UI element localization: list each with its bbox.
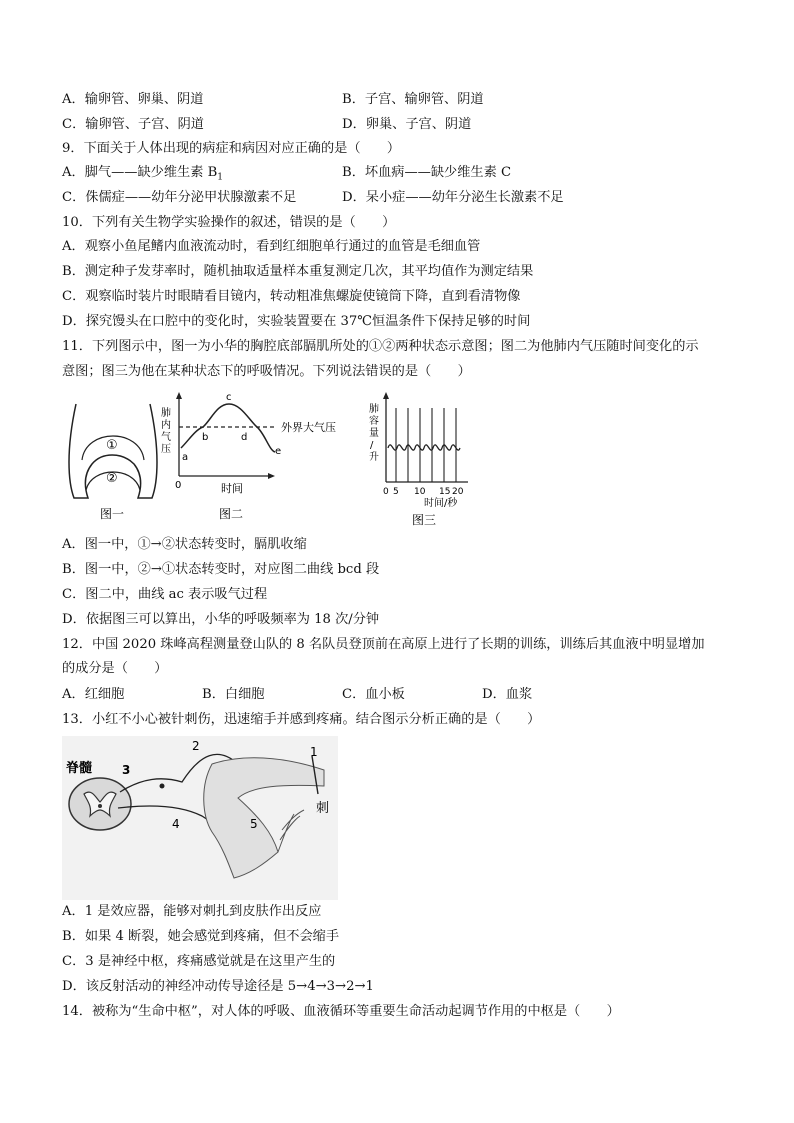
q11-option-d: D．依据图三可以算出，小华的呼吸频率为 18 次/分钟 [62, 612, 380, 627]
q11-fig3-ylabel-char: 升 [369, 452, 379, 463]
q11-figure2-pressure-chart [153, 390, 348, 528]
q13-stem: 13．小红不小心被针刺伤，迅速缩手并感到疼痛。结合图示分析正确的是（ ） [62, 712, 541, 727]
q8-option-c: C．输卵管、子宫、阴道 [62, 117, 204, 132]
q11-fig3-tick: 10 [414, 487, 426, 497]
q11-fig1-label-1: ① [106, 438, 118, 453]
q11-fig3-xlabel: 时间/秒 [424, 498, 458, 509]
q13-option-d: D．该反射活动的神经冲动传导途径是 5→4→3→2→1 [62, 979, 374, 994]
q11-stem-line1: 11．下列图示中，图一为小华的胸腔底部膈肌所处的①②两种状态示意图；图二为他肺内气压随时间变化的示 [62, 339, 699, 354]
q9-option-a-text: A．脚气——缺少维生素 B [62, 165, 218, 180]
q8-option-d: D．卵巢、子宫、阴道 [342, 117, 472, 132]
ganglion-dot [160, 784, 165, 789]
q11-fig2-point-b: b [202, 432, 209, 443]
q11-fig3-breath-curve [388, 445, 460, 450]
q11-fig2-pressure-curve [181, 404, 275, 452]
q10-option-b: B．测定种子发芽率时，随机抽取适量样本重复测定几次，其平均值作为测定结果 [62, 264, 534, 279]
q13-option-b: B．如果 4 断裂，她会感觉到疼痛，但不会缩手 [62, 929, 340, 944]
q13-reflex-arc-figure [62, 736, 338, 900]
q9-option-a [62, 164, 223, 187]
q11-fig2-point-c: c [226, 392, 232, 403]
q11-fig2-ylabel-char: 压 [161, 444, 171, 455]
q12-option-d: D．血浆 [482, 687, 533, 702]
q11-fig1-label-2: ② [106, 471, 118, 486]
q11-figure1-diaphragm [62, 390, 167, 528]
q13-fig-num-3: 3 [122, 763, 131, 777]
q9-option-b: B．坏血病——缺少维生素 C [342, 165, 512, 180]
q13-option-c: C．3 是神经中枢，疼痛感觉就是在这里产生的 [62, 954, 336, 969]
q11-fig3-ylabel-char: 容 [369, 416, 379, 427]
q9-option-d: D．呆小症——幼年分泌生长激素不足 [342, 190, 564, 205]
q11-fig3-ylabel-char: / [370, 440, 374, 451]
q12-stem-line2: 的成分是（ ） [62, 661, 168, 676]
q11-fig2-ref-label: 外界大气压 [281, 421, 336, 434]
q9-stem: 9．下面关于人体出现的病症和病因对应正确的是（ ） [62, 141, 401, 156]
q9-option-a-subscript: 1 [217, 172, 224, 183]
q13-fig-num-5: 5 [250, 817, 258, 831]
q11-figure3-volume-chart [364, 390, 474, 530]
spine-label: 脊髓 [66, 761, 93, 776]
q11-option-a: A．图一中，①→②状态转变时，膈肌收缩 [62, 537, 307, 552]
q13-fig-num-1: 1 [310, 745, 318, 759]
q11-fig3-ylabel-char: 量 [369, 428, 379, 439]
q11-fig2-xlabel: 时间 [221, 482, 243, 495]
q11-fig2-point-d: d [241, 432, 248, 443]
q12-option-a: A．红细胞 [62, 687, 125, 702]
q13-fig-num-2: 2 [192, 739, 200, 753]
q11-fig3-caption: 图三 [412, 513, 437, 527]
q12-option-c: C．血小板 [342, 687, 405, 702]
q11-fig3-tick: 0 [383, 487, 389, 497]
q9-option-c: C．侏儒症——幼年分泌甲状腺激素不足 [62, 190, 297, 205]
q12-option-b: B．白细胞 [202, 687, 265, 702]
q11-fig3-ylabel [369, 402, 382, 463]
q8-option-b: B．子宫、输卵管、阴道 [342, 92, 484, 107]
q11-fig3-ticks [383, 487, 464, 497]
q11-fig2-ylabel-char: 气 [161, 432, 171, 443]
q11-fig2-caption: 图二 [219, 507, 244, 521]
q11-option-b: B．图一中，②→①状态转变时，对应图二曲线 bcd 段 [62, 562, 380, 577]
q12-stem-line1: 12．中国 2020 珠峰高程测量登山队的 8 名队员登顶前在高原上进行了长期的训练，训练后其血液中明显增加 [62, 637, 705, 652]
q10-stem: 10．下列有关生物学实验操作的叙述，错误的是（ ） [62, 215, 396, 230]
q14-stem: 14．被称为“生命中枢”，对人体的呼吸、血液循环等重要生命活动起调节作用的中枢是（ ） [62, 1004, 620, 1019]
q11-fig3-tick: 15 [439, 487, 451, 497]
q10-option-d: D．探究馒头在口腔中的变化时，实验装置要在 37℃恒温条件下保持足够的时间 [62, 314, 531, 329]
q11-fig2-origin: 0 [175, 480, 182, 491]
q11-fig3-tick: 20 [452, 487, 464, 497]
q10-option-a: A．观察小鱼尾鳍内血液流动时，看到红细胞单行通过的血管是毛细血管 [62, 239, 481, 254]
q13-option-a: A．1 是效应器，能够对刺扎到皮肤作出反应 [62, 904, 322, 919]
q11-stem-line2: 意图；图三为他在某种状态下的呼吸情况。下列说法错误的是（ ） [62, 364, 471, 379]
q11-fig2-ylabel-char: 肺 [161, 408, 171, 419]
needle-label: 刺 [316, 801, 330, 816]
q10-option-c: C．观察临时装片时眼睛看目镜内，转动粗准焦螺旋使镜筒下降，直到看清物像 [62, 289, 521, 304]
q11-fig1-caption: 图一 [100, 507, 125, 521]
q11-option-c: C．图二中，曲线 ac 表示吸气过程 [62, 587, 268, 602]
q11-fig2-point-e: e [275, 446, 282, 457]
q11-fig3-ylabel-char: 肺 [369, 404, 379, 415]
q13-fig-num-4: 4 [172, 817, 180, 831]
q11-fig2-ylabel-char: 内 [161, 420, 171, 431]
q11-fig3-tick: 5 [393, 487, 399, 497]
q11-fig2-point-a: a [182, 452, 189, 463]
q11-fig2-ylabel [161, 406, 174, 455]
q8-option-a: A．输卵管、卵巢、阴道 [62, 92, 204, 107]
